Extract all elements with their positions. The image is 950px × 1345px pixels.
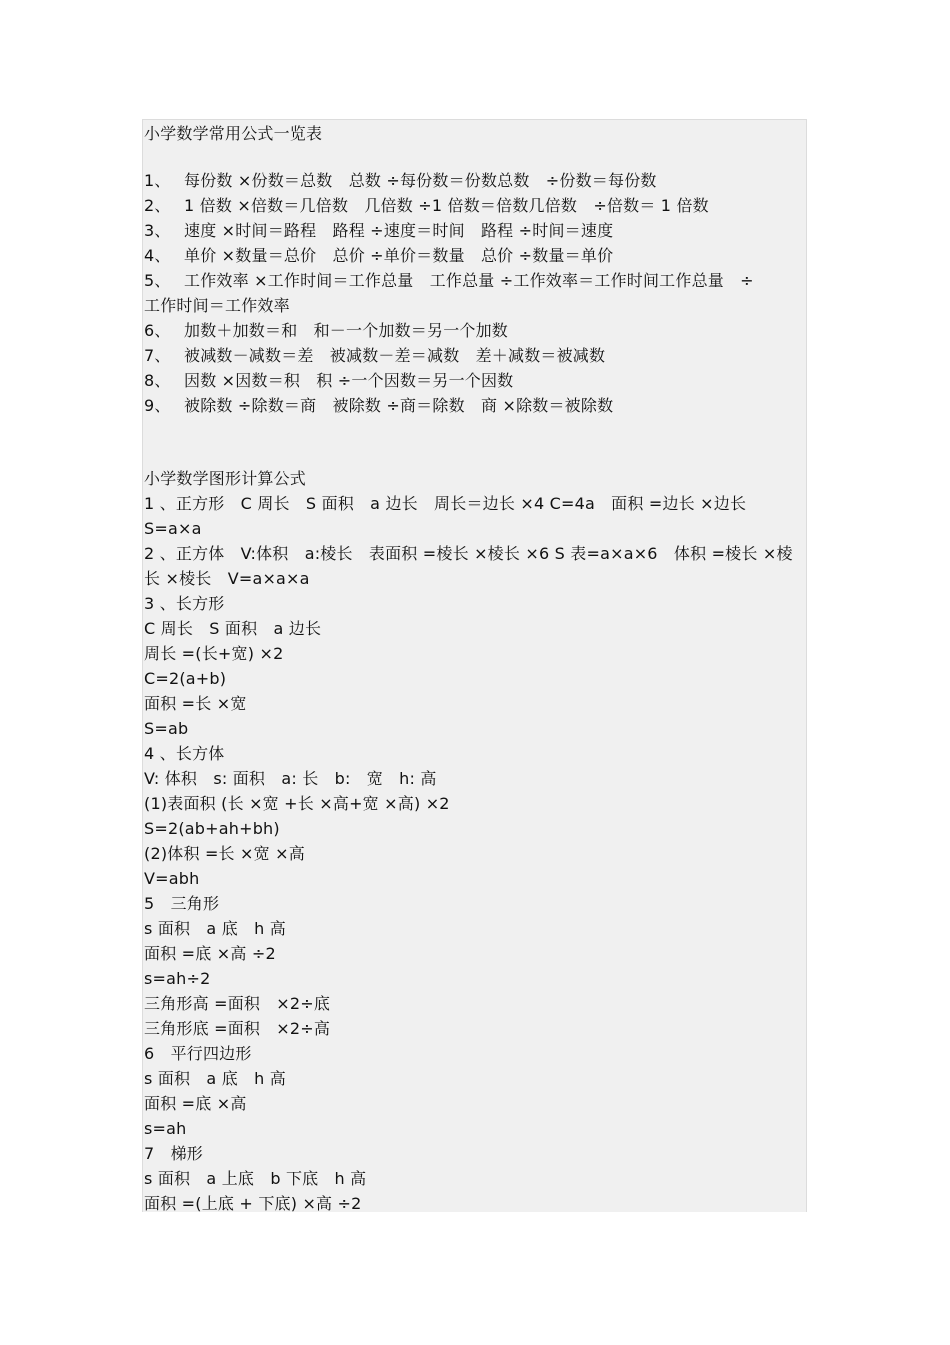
formula-item-5 xyxy=(144,268,806,293)
item-number: 9、 xyxy=(144,396,171,415)
shape-line: 三角形底 =面积 ×2÷高 xyxy=(144,1019,331,1038)
formula-item-6 xyxy=(144,318,806,343)
formula-item-8 xyxy=(144,368,806,393)
shape-line: 5 三角形 xyxy=(144,894,220,913)
shape-line: s=ah xyxy=(144,1119,187,1138)
shape-line: 面积 =长 ×宽 xyxy=(144,694,247,713)
shape-line: s 面积 a 底 h 高 xyxy=(144,919,286,938)
section2-title: 小学数学图形计算公式 xyxy=(144,469,307,488)
formula-item-1 xyxy=(144,168,806,193)
shape-line: 长 ×棱长 V=a×a×a xyxy=(144,569,310,588)
formula-item-5-continued: 工作时间＝工作效率 xyxy=(144,296,290,315)
shape-line: 三角形高 =面积 ×2÷底 xyxy=(144,994,331,1013)
shape-line: S=ab xyxy=(144,719,189,738)
shape-line: 面积 =底 ×高 xyxy=(144,1094,247,1113)
formula-item-4 xyxy=(144,243,806,268)
item-text: 加数＋加数＝和 和－一个加数＝另一个加数 xyxy=(184,321,509,340)
item-number: 8、 xyxy=(144,371,171,390)
item-text: 被除数 ÷除数＝商 被除数 ÷商＝除数 商 ×除数＝被除数 xyxy=(184,396,614,415)
shape-line: C 周长 S 面积 a 边长 xyxy=(144,619,322,638)
document-page xyxy=(142,119,807,1212)
item-text: 因数 ×因数＝积 积 ÷一个因数＝另一个因数 xyxy=(184,371,514,390)
item-number: 3、 xyxy=(144,221,171,240)
shape-line: C=2(a+b) xyxy=(144,669,227,688)
shape-line: 6 平行四边形 xyxy=(144,1044,252,1063)
item-text: 被减数－减数＝差 被减数－差＝减数 差＋减数＝被减数 xyxy=(184,346,606,365)
formula-item-9 xyxy=(144,393,806,418)
item-text: 1 倍数 ×倍数＝几倍数 几倍数 ÷1 倍数＝倍数几倍数 ÷倍数＝ 1 倍数 xyxy=(184,196,709,215)
item-number: 6、 xyxy=(144,321,171,340)
shape-line: V=abh xyxy=(144,869,200,888)
item-text: 每份数 ×份数＝总数 总数 ÷每份数＝份数总数 ÷份数＝每份数 xyxy=(184,171,657,190)
shape-line: s 面积 a 底 h 高 xyxy=(144,1069,286,1088)
item-number: 4、 xyxy=(144,246,171,265)
shape-line: 7 梯形 xyxy=(144,1144,203,1163)
item-number: 2、 xyxy=(144,196,171,215)
shape-line: 1 、正方形 C 周长 S 面积 a 边长 周长＝边长 ×4 C=4a 面积 =边长 ×边长 xyxy=(144,494,747,513)
item-number: 7、 xyxy=(144,346,171,365)
shape-line: V: 体积 s: 面积 a: 长 b: 宽 h: 高 xyxy=(144,769,437,788)
section1-title: 小学数学常用公式一览表 xyxy=(144,124,323,143)
shape-line: s=ah÷2 xyxy=(144,969,211,988)
item-number: 5、 xyxy=(144,271,171,290)
shape-line: S=a×a xyxy=(144,519,202,538)
document-content xyxy=(144,120,806,1212)
item-number: 1、 xyxy=(144,171,171,190)
item-text: 工作效率 ×工作时间＝工作总量 工作总量 ÷工作效率＝工作时间工作总量 ÷ xyxy=(184,271,754,290)
shape-line: s 面积 a 上底 b 下底 h 高 xyxy=(144,1169,367,1188)
shape-line: 2 、正方体 V:体积 a:棱长 表面积 =棱长 ×棱长 ×6 S 表=a×a×6 体积 =棱长 ×棱 xyxy=(144,544,793,563)
formula-item-2 xyxy=(144,193,806,218)
shape-line: 周长 =(长+宽) ×2 xyxy=(144,644,284,663)
formula-item-3 xyxy=(144,218,806,243)
shape-line: 4 、长方体 xyxy=(144,744,225,763)
shape-line: 3 、长方形 xyxy=(144,594,225,613)
shape-line: (1)表面积 (长 ×宽 +长 ×高+宽 ×高) ×2 xyxy=(144,794,450,813)
item-text: 单价 ×数量＝总价 总价 ÷单价＝数量 总价 ÷数量＝单价 xyxy=(184,246,614,265)
shape-line: S=2(ab+ah+bh) xyxy=(144,819,280,838)
shape-line: (2)体积 =长 ×宽 ×高 xyxy=(144,844,305,863)
shape-line: 面积 =底 ×高 ÷2 xyxy=(144,944,276,963)
shape-line: 面积 =(上底 + 下底) ×高 ÷2 xyxy=(144,1194,362,1212)
formula-item-7 xyxy=(144,343,806,368)
item-text: 速度 ×时间＝路程 路程 ÷速度＝时间 路程 ÷时间＝速度 xyxy=(184,221,614,240)
